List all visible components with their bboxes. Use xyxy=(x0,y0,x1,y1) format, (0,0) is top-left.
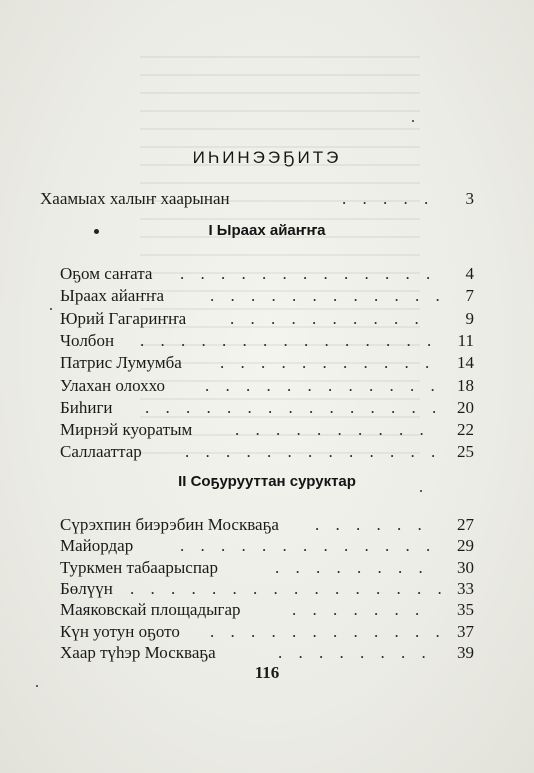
leader-dots: . . . . . . . . . . . . . . . xyxy=(140,330,438,350)
leader-dots: . . . . . . . xyxy=(292,600,426,620)
leader-dots: . . . . . . . . . . . . . xyxy=(185,442,442,462)
section-1-title: I Ыраах айаҥҥа xyxy=(208,222,326,239)
toc-entry-title: Сүрэхпин биэрэбин Москваҕа xyxy=(60,515,279,534)
print-speck xyxy=(412,120,414,122)
toc-entry-title: Улахан олоххо xyxy=(60,375,166,395)
toc-entry-title: Хаамыах халыҥ хаарынан xyxy=(40,189,230,208)
toc-entry xyxy=(60,536,510,556)
toc-entry-page: 4 xyxy=(465,264,474,283)
toc-entry-page: 20 xyxy=(457,397,474,417)
leader-dots: . . . . . . . . xyxy=(275,557,429,577)
toc-entry xyxy=(60,398,510,418)
leader-dots: . . . . . . . . . . . . xyxy=(210,286,446,306)
toc-entry-page: 7 xyxy=(465,286,474,306)
toc-entry-page: 11 xyxy=(457,330,474,350)
leader-dots: . . . . . . . . . . . . xyxy=(205,375,441,395)
toc-entry-page: 25 xyxy=(457,442,474,462)
toc-entry xyxy=(60,331,510,351)
toc-entry xyxy=(60,309,510,329)
toc-entry-title: Маяковскай площадыгар xyxy=(60,600,241,620)
toc-entry-page: 9 xyxy=(465,308,474,328)
toc-entry xyxy=(60,643,510,663)
leader-dots: . . . . . . . . . . . . xyxy=(210,621,446,641)
toc-entry xyxy=(60,264,510,284)
toc-entry-title: Патрис Лумумба xyxy=(60,353,182,373)
toc-entry-page: 30 xyxy=(457,557,474,577)
toc-entry xyxy=(60,558,510,578)
toc-entry-title: Саллааттар xyxy=(60,442,142,462)
page-number: 116 xyxy=(254,663,280,682)
toc-entry-page: 27 xyxy=(457,515,474,534)
leader-dots: . . . . . . . . . . . . . xyxy=(180,264,437,283)
print-speck xyxy=(420,490,422,492)
leader-dots: . . . . . . . . . . xyxy=(235,420,430,440)
toc-entry-title: Ыраах айаҥҥа xyxy=(60,286,165,306)
leader-dots: . . . . . . . . . . . . . . . . xyxy=(130,578,448,598)
toc-entry-page: 39 xyxy=(457,642,474,662)
leader-dots: . . . . . . . . . . . . . . . xyxy=(145,397,443,417)
toc-entry-title: Хаар түһэр Москваҕа xyxy=(60,642,216,662)
toc-entry-title: Чолбон xyxy=(60,330,115,350)
toc-entry-page: 14 xyxy=(457,353,474,373)
leader-dots: . . . . . . . . . . . xyxy=(220,353,436,373)
toc-entry xyxy=(60,622,510,642)
toc-entry-page: 37 xyxy=(457,621,474,641)
toc-entry-page: 22 xyxy=(457,420,474,440)
contents-heading: ИҺИНЭЭҔИТЭ xyxy=(192,148,342,167)
toc-entry xyxy=(60,420,510,440)
toc-entry-title: Мирнэй куоратым xyxy=(60,420,193,440)
leader-dots: . . . . . . . . xyxy=(278,642,432,662)
toc-entry-title: Биһиги xyxy=(60,397,113,417)
toc-entry xyxy=(60,442,510,462)
toc-entry xyxy=(60,286,510,306)
print-speck xyxy=(50,308,52,310)
toc-entry-title: Күн уотун оҕото xyxy=(60,621,180,641)
toc-entry-page: 29 xyxy=(457,536,474,556)
leader-dots: . . . . . . . . . . xyxy=(230,308,425,328)
leader-dots: . . . . . xyxy=(342,189,435,208)
toc-entry-page: 3 xyxy=(465,189,474,208)
toc-entry-intro xyxy=(40,189,480,209)
toc-entry-title: Майордар xyxy=(60,536,134,556)
leader-dots: . . . . . . . . . . . . . xyxy=(180,536,437,556)
toc-entry-title: Туркмен табаарыспар xyxy=(60,557,218,577)
toc-entry xyxy=(60,376,510,396)
section-2-title: II Соҕурууттан суруктар xyxy=(178,473,356,490)
toc-entry-title: Оҕом саҥата xyxy=(60,264,153,283)
toc-entry xyxy=(60,353,510,373)
toc-entry xyxy=(60,600,510,620)
print-speck xyxy=(36,685,38,687)
toc-entry xyxy=(60,515,510,535)
toc-entry-page: 18 xyxy=(457,375,474,395)
toc-entry-title: Бөлүүн xyxy=(60,578,113,598)
toc-entry-page: 33 xyxy=(457,578,474,598)
toc-entry-title: Юрий Гагариҥҥа xyxy=(60,308,187,328)
toc-entry-page: 35 xyxy=(457,600,474,620)
leader-dots: . . . . . . xyxy=(315,515,428,534)
toc-entry xyxy=(60,579,510,599)
